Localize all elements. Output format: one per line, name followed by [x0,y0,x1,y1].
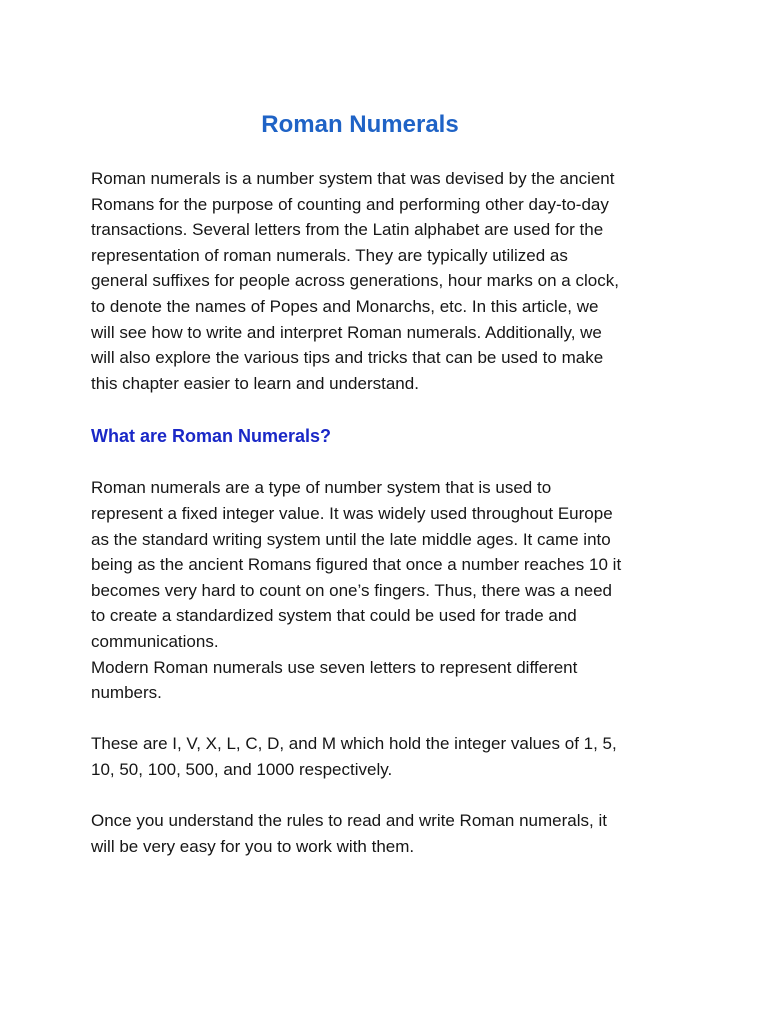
section-heading: What are Roman Numerals? [91,426,332,447]
closing-paragraph: Once you understand the rules to read and write Roman numerals, it will be very easy for you to work with them. [91,811,607,856]
spacer [91,782,681,808]
spacer [91,396,681,423]
seven-letters-paragraph: Modern Roman numerals use seven letters to represent different numbers. [91,657,578,703]
spacer [91,706,681,732]
definition-paragraph: Roman numerals are a type of number system that is used to represent a fixed integer value. It was widely used throughout Europe as the standard writing system until the late middle ages. It came into being as the ancient Romans figured that once a number reaches 10 it becomes very hard to count on one’s fingers. Thus, there was a need to create a standardized system that could be used for trade and communications. [91,478,622,651]
letter-values-paragraph: These are I, V, X, L, C, D, and M which hold the integer values of 1, 5, 10, 50, 100, 500, and 1000 respectively. [91,734,617,779]
page-title: Roman Numerals [261,111,459,139]
spacer [91,449,681,475]
article-body [91,166,681,859]
intro-paragraph: Roman numerals is a number system that was devised by the ancient Romans for the purpose of counting and performing other day-to-day transactions. Several letters from the Latin alphabet are used for the representation of roman numerals. They are typically utilized as general suffixes for people across generations, hour marks on a clock, to denote the names of Popes and Monarchs, etc. In this article, we will see how to write and interpret Roman numerals. Additionally, we will also explore the various tips and tricks that can be used to make this chapter easier to learn and understand. [91,169,619,393]
